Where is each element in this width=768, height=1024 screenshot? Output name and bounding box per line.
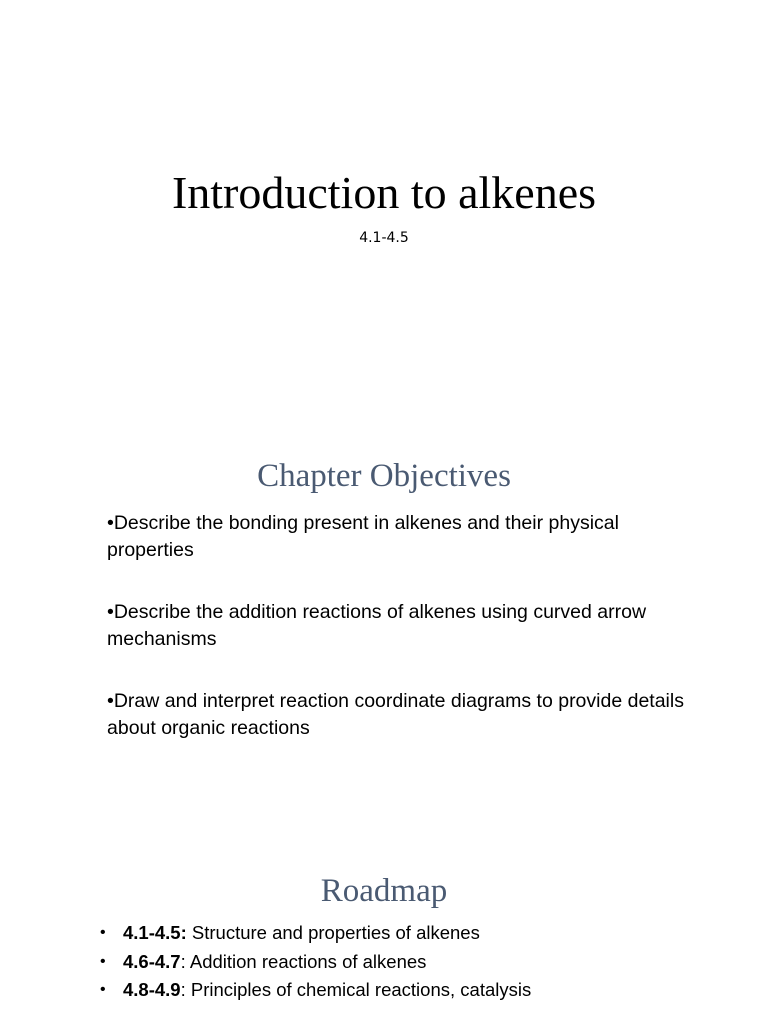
bullet-marker: • [100, 924, 106, 941]
objective-item: •Describe the bonding present in alkenes and their physical properties [107, 512, 619, 561]
roadmap-section-text: Structure and properties of alkenes [186, 922, 480, 943]
objectives-heading: Chapter Objectives [257, 458, 511, 494]
slide-subtitle: 4.1-4.5 [359, 230, 409, 246]
slide-roadmap [0, 840, 768, 1024]
objective-item: •Draw and interpret reaction coordinate diagrams to provide details about organic reactions [107, 690, 684, 739]
roadmap-section-text: : Principles of chemical reactions, catalysis [180, 979, 532, 1000]
slide-objectives [0, 340, 768, 840]
roadmap-section-text: : Addition reactions of alkenes [180, 950, 427, 972]
roadmap-item [100, 948, 720, 977]
roadmap-list [100, 919, 720, 1005]
roadmap-section-code: 4.6-4.7 [123, 950, 181, 972]
roadmap-item [100, 919, 720, 948]
objectives-list [107, 510, 707, 777]
objective-item: •Describe the addition reactions of alkenes using curved arrow mechanisms [107, 601, 647, 650]
roadmap-item [100, 976, 720, 1005]
roadmap-heading: Roadmap [320, 873, 448, 909]
bullet-marker: • [100, 952, 106, 970]
roadmap-section-code: 4.1-4.5: [123, 922, 187, 943]
roadmap-section-code: 4.8-4.9 [123, 979, 181, 1000]
slide-intro [0, 0, 768, 340]
bullet-marker: • [100, 981, 106, 998]
slide-title: Introduction to alkenes [171, 167, 597, 218]
